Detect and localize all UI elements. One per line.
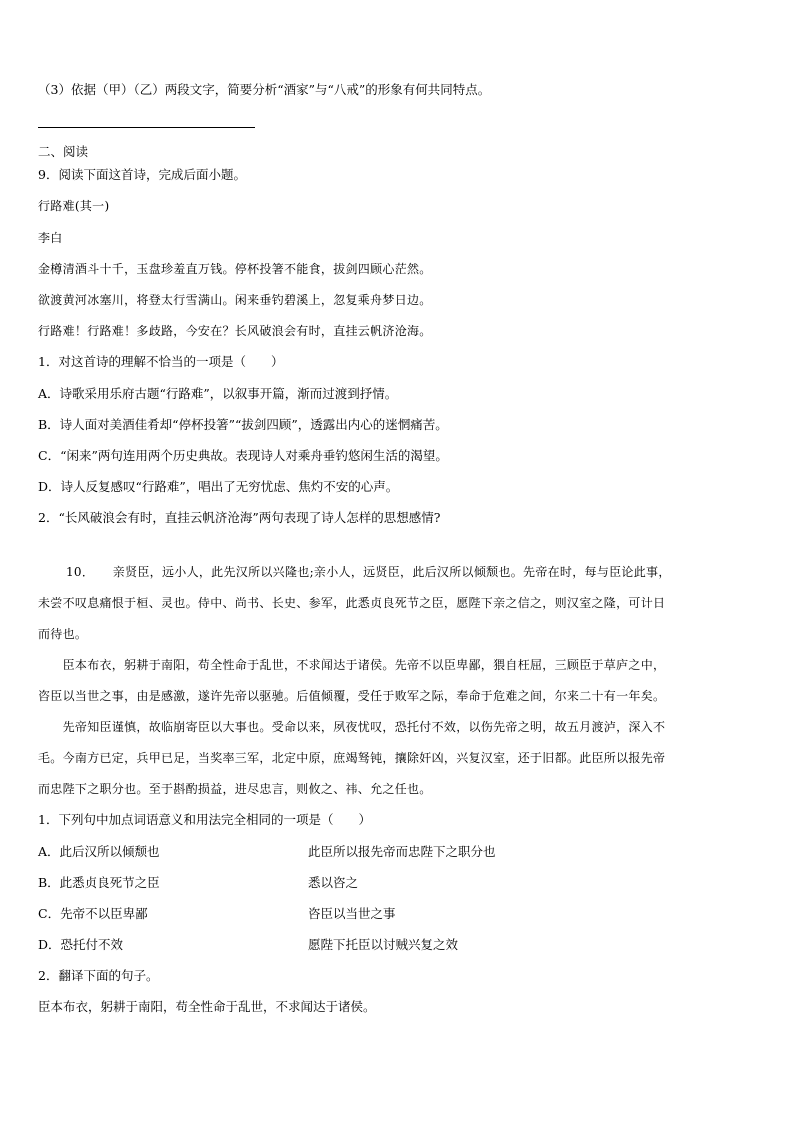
- poem-line-3: 行路难！行路难！多歧路，今安在？长风破浪会有时，直挂云帆济沧海。: [38, 324, 432, 338]
- poem-line-1: 金樽清酒斗十千，玉盘珍羞直万钱。停杯投箸不能食，拔剑四顾心茫然。: [38, 262, 432, 276]
- poem-line-2: 欲渡黄河冰塞川，将登太行雪满山。闲来垂钓碧溪上，忽复乘舟梦日边。: [38, 293, 432, 307]
- poem-title: 行路难(其一): [38, 199, 110, 213]
- question-10-sub-1: 1．下列句中加点词语意义和用法完全相同的一项是（ ）: [38, 812, 371, 827]
- option-a: A．诗歌采用乐府古题“行路难”，以叙事开篇，渐而过渡到抒情。: [38, 386, 398, 401]
- question-8-part-3: （3）依据（甲）（乙）两段文字，简要分析“酒家”与“八戒”的形象有何共同特点。: [38, 82, 491, 97]
- passage-para-1-line-1: 10． 亲贤臣，远小人，此先汉所以兴隆也;亲小人，远贤臣，此后汉所以倾颓也。先帝在时，每与臣论此事，: [66, 565, 671, 579]
- question-10-sub-2: 2．翻译下面的句子。: [38, 968, 159, 983]
- question-9-sub-2: 2．“长风破浪会有时，直挂云帆济沧海”两句表现了诗人怎样的思想感情?: [38, 510, 441, 525]
- option-b: B．诗人面对美酒佳肴却“停杯投箸”“拔剑四顾”，透露出内心的迷惘痛苦。: [38, 417, 448, 432]
- passage-para-2-line-1: 臣本布衣，躬耕于南阳，苟全性命于乱世，不求闻达于诸侯。先帝不以臣卑鄙，猥自枉屈，三顾臣于草庐之中，: [38, 658, 666, 672]
- passage-para-1-line-2: 未尝不叹息痛恨于桓、灵也。侍中、尚书、长史、参军，此悉贞良死节之臣，愿陛下亲之信之，则汉室之隆，可计日: [38, 596, 666, 610]
- passage-para-1-line-3: 而待也。: [38, 627, 88, 641]
- q10-option-d-left: D．恐托付不效: [38, 937, 124, 952]
- option-c: C．“闲来”两句连用两个历史典故。表现诗人对乘舟垂钓悠闲生活的渴望。: [38, 448, 448, 463]
- q10-option-c-right: 咨臣以当世之事: [308, 906, 396, 921]
- translate-sentence: 臣本布衣，躬耕于南阳，苟全性命于乱世，不求闻达于诸侯。: [38, 999, 376, 1014]
- answer-line: [38, 127, 255, 128]
- poem-author: 李白: [38, 231, 63, 245]
- section-title: 二、阅读: [38, 144, 89, 159]
- passage-para-3-line-1: 先帝知臣谨慎，故临崩寄臣以大事也。受命以来，夙夜忧叹，恐托付不效，以伤先帝之明，故五月渡泸，深入不: [38, 720, 666, 734]
- q10-option-d-right: 愿陛下托臣以讨贼兴复之效: [308, 937, 459, 952]
- q10-option-b-right: 悉以咨之: [308, 875, 359, 890]
- passage-para-3-line-2: 毛。今南方已定，兵甲已足，当奖率三军，北定中原，庶竭驽钝，攘除奸凶，兴复汉室，还于旧都。此臣所以报先帝: [38, 751, 666, 765]
- passage-para-2-line-2: 咨臣以当世之事，由是感激，遂许先帝以驱驰。后值倾覆，受任于败军之际，奉命于危难之间，尔来二十有一年矣。: [38, 689, 666, 703]
- option-d: D．诗人反复感叹“行路难”，唱出了无穷忧虑、焦灼不安的心声。: [38, 479, 399, 494]
- q10-option-c-left: C．先帝不以臣卑鄙: [38, 906, 148, 921]
- q10-option-b-left: B．此悉贞良死节之臣: [38, 875, 160, 890]
- question-9-stem: 9．阅读下面这首诗，完成后面小题。: [38, 167, 246, 182]
- question-9-sub-1: 1．对这首诗的理解不恰当的一项是（ ）: [38, 354, 284, 369]
- q10-option-a-right: 此臣所以报先帝而忠陛下之职分也: [308, 844, 496, 859]
- passage-para-3-line-3: 而忠陛下之职分也。至于斟酌损益，进尽忠言，则攸之、祎、允之任也。: [38, 782, 432, 796]
- q10-option-a-left: A．此后汉所以倾颓也: [38, 844, 160, 859]
